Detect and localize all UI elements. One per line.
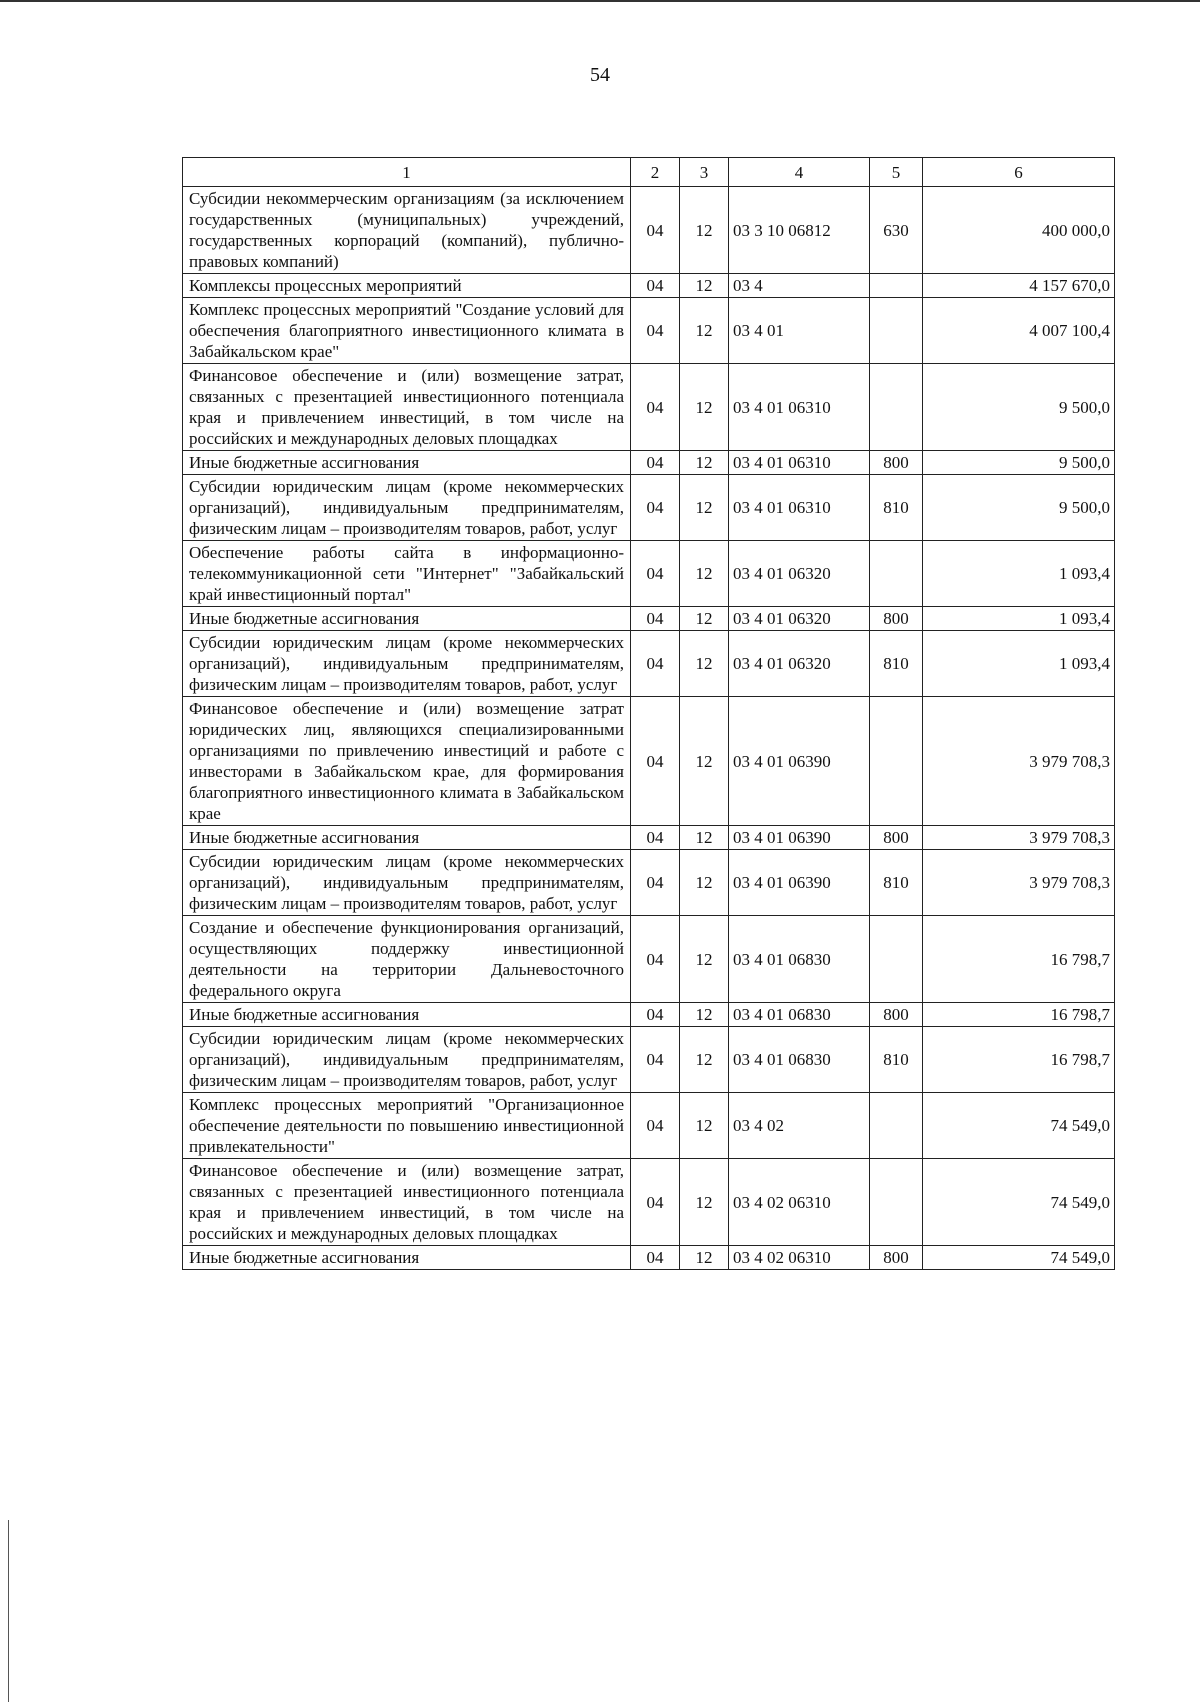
- row-target-article: 03 4 01 06830: [729, 916, 870, 1003]
- row-expense-type: 800: [870, 826, 923, 850]
- row-subsection-code: 12: [680, 1159, 729, 1246]
- row-description: Субсидии некоммерческим организациям (за исключением государственных (муниципальных) учреждений, государственных корпораций (компаний), публично-правовых компаний): [183, 187, 631, 274]
- row-amount: 1 093,4: [923, 607, 1115, 631]
- row-description: Иные бюджетные ассигнования: [183, 826, 631, 850]
- row-expense-type: 810: [870, 1027, 923, 1093]
- row-description: Комплекс процессных мероприятий "Организационное обеспечение деятельности по повышению инвестиционной привлекательности": [183, 1093, 631, 1159]
- table-row: [183, 451, 1115, 475]
- row-amount: 400 000,0: [923, 187, 1115, 274]
- row-expense-type: 810: [870, 631, 923, 697]
- row-subsection-code: 12: [680, 1027, 729, 1093]
- row-amount: 16 798,7: [923, 1003, 1115, 1027]
- row-section-code: 04: [631, 364, 680, 451]
- table-row: [183, 607, 1115, 631]
- row-expense-type: 800: [870, 451, 923, 475]
- page-number: 54: [590, 64, 610, 86]
- row-expense-type: [870, 541, 923, 607]
- row-expense-type: [870, 916, 923, 1003]
- row-section-code: 04: [631, 451, 680, 475]
- row-target-article: 03 4 01 06830: [729, 1003, 870, 1027]
- row-section-code: 04: [631, 916, 680, 1003]
- row-subsection-code: 12: [680, 850, 729, 916]
- row-target-article: 03 4 01 06390: [729, 697, 870, 826]
- row-section-code: 04: [631, 475, 680, 541]
- row-target-article: 03 4 02 06310: [729, 1246, 870, 1270]
- row-subsection-code: 12: [680, 541, 729, 607]
- row-section-code: 04: [631, 274, 680, 298]
- row-description: Субсидии юридическим лицам (кроме некоммерческих организаций), индивидуальным предпринимателям, физическим лицам – производителям товаров, работ, услуг: [183, 631, 631, 697]
- row-amount: 74 549,0: [923, 1093, 1115, 1159]
- table-row: [183, 1003, 1115, 1027]
- column-header-1: 1: [183, 158, 631, 187]
- row-amount: 74 549,0: [923, 1246, 1115, 1270]
- row-description: Финансовое обеспечение и (или) возмещение затрат, связанных с презентацией инвестиционного потенциала края и привлечением инвестиций, в том числе на российских и международных деловых площадках: [183, 1159, 631, 1246]
- row-target-article: 03 4 02: [729, 1093, 870, 1159]
- row-expense-type: 810: [870, 475, 923, 541]
- row-subsection-code: 12: [680, 1246, 729, 1270]
- row-expense-type: [870, 298, 923, 364]
- row-section-code: 04: [631, 1003, 680, 1027]
- row-expense-type: 810: [870, 850, 923, 916]
- row-target-article: 03 4 01 06320: [729, 541, 870, 607]
- table-row: [183, 826, 1115, 850]
- row-amount: 1 093,4: [923, 631, 1115, 697]
- row-amount: 9 500,0: [923, 364, 1115, 451]
- row-description: Иные бюджетные ассигнования: [183, 1246, 631, 1270]
- table-row: [183, 187, 1115, 274]
- row-subsection-code: 12: [680, 451, 729, 475]
- table-row: [183, 850, 1115, 916]
- row-description: Иные бюджетные ассигнования: [183, 1003, 631, 1027]
- row-expense-type: [870, 364, 923, 451]
- table-row: [183, 475, 1115, 541]
- row-section-code: 04: [631, 187, 680, 274]
- row-subsection-code: 12: [680, 1003, 729, 1027]
- column-header-3: 3: [680, 158, 729, 187]
- row-description: Иные бюджетные ассигнования: [183, 451, 631, 475]
- row-target-article: 03 4 01 06320: [729, 607, 870, 631]
- row-amount: 74 549,0: [923, 1159, 1115, 1246]
- row-description: Комплекс процессных мероприятий "Создание условий для обеспечения благоприятного инвестиционного климата в Забайкальском крае": [183, 298, 631, 364]
- row-target-article: 03 4 01 06390: [729, 850, 870, 916]
- row-subsection-code: 12: [680, 631, 729, 697]
- table-row: [183, 1246, 1115, 1270]
- column-header-5: 5: [870, 158, 923, 187]
- row-subsection-code: 12: [680, 364, 729, 451]
- row-subsection-code: 12: [680, 826, 729, 850]
- row-section-code: 04: [631, 1246, 680, 1270]
- row-amount: 9 500,0: [923, 451, 1115, 475]
- table-row: [183, 1093, 1115, 1159]
- row-target-article: 03 3 10 06812: [729, 187, 870, 274]
- row-amount: 16 798,7: [923, 916, 1115, 1003]
- row-description: Субсидии юридическим лицам (кроме некоммерческих организаций), индивидуальным предпринимателям, физическим лицам – производителям товаров, работ, услуг: [183, 850, 631, 916]
- table-row: [183, 916, 1115, 1003]
- row-target-article: 03 4 01 06310: [729, 364, 870, 451]
- row-amount: 3 979 708,3: [923, 826, 1115, 850]
- row-section-code: 04: [631, 850, 680, 916]
- row-expense-type: [870, 1093, 923, 1159]
- column-header-4: 4: [729, 158, 870, 187]
- table-row: [183, 697, 1115, 826]
- row-amount: 3 979 708,3: [923, 850, 1115, 916]
- row-subsection-code: 12: [680, 1093, 729, 1159]
- row-amount: 1 093,4: [923, 541, 1115, 607]
- table-row: [183, 364, 1115, 451]
- row-section-code: 04: [631, 607, 680, 631]
- row-section-code: 04: [631, 631, 680, 697]
- row-section-code: 04: [631, 1093, 680, 1159]
- row-description: Обеспечение работы сайта в информационно-телекоммуникационной сети "Интернет" "Забайкальский край инвестиционный портал": [183, 541, 631, 607]
- row-target-article: 03 4 01 06310: [729, 475, 870, 541]
- row-description: Комплексы процессных мероприятий: [183, 274, 631, 298]
- row-expense-type: [870, 274, 923, 298]
- scan-margin-line: [8, 1520, 9, 1702]
- row-section-code: 04: [631, 1027, 680, 1093]
- column-header-2: 2: [631, 158, 680, 187]
- row-subsection-code: 12: [680, 916, 729, 1003]
- table-row: [183, 631, 1115, 697]
- row-subsection-code: 12: [680, 607, 729, 631]
- page-top-edge: [0, 0, 1200, 2]
- row-target-article: 03 4 01 06320: [729, 631, 870, 697]
- row-amount: 4 007 100,4: [923, 298, 1115, 364]
- row-section-code: 04: [631, 826, 680, 850]
- row-description: Создание и обеспечение функционирования организаций, осуществляющих поддержку инвестиционной деятельности на территории Дальневосточного федерального округа: [183, 916, 631, 1003]
- row-amount: 9 500,0: [923, 475, 1115, 541]
- table-row: [183, 274, 1115, 298]
- row-description: Иные бюджетные ассигнования: [183, 607, 631, 631]
- row-target-article: 03 4 01: [729, 298, 870, 364]
- table-header-row: [183, 158, 1115, 187]
- row-target-article: 03 4 01 06310: [729, 451, 870, 475]
- table-row: [183, 541, 1115, 607]
- row-subsection-code: 12: [680, 274, 729, 298]
- table-row: [183, 298, 1115, 364]
- row-subsection-code: 12: [680, 298, 729, 364]
- row-expense-type: [870, 1159, 923, 1246]
- row-target-article: 03 4 01 06830: [729, 1027, 870, 1093]
- row-target-article: 03 4 02 06310: [729, 1159, 870, 1246]
- row-section-code: 04: [631, 1159, 680, 1246]
- row-amount: 3 979 708,3: [923, 697, 1115, 826]
- row-subsection-code: 12: [680, 187, 729, 274]
- table-row: [183, 1159, 1115, 1246]
- row-description: Финансовое обеспечение и (или) возмещение затрат, связанных с презентацией инвестиционного потенциала края и привлечением инвестиций, в том числе на российских и международных деловых площадках: [183, 364, 631, 451]
- row-section-code: 04: [631, 298, 680, 364]
- row-expense-type: 800: [870, 1003, 923, 1027]
- column-header-6: 6: [923, 158, 1115, 187]
- row-section-code: 04: [631, 697, 680, 826]
- row-target-article: 03 4 01 06390: [729, 826, 870, 850]
- row-description: Субсидии юридическим лицам (кроме некоммерческих организаций), индивидуальным предпринимателям, физическим лицам – производителям товаров, работ, услуг: [183, 475, 631, 541]
- row-expense-type: 800: [870, 607, 923, 631]
- row-expense-type: 800: [870, 1246, 923, 1270]
- row-expense-type: [870, 697, 923, 826]
- row-amount: 16 798,7: [923, 1027, 1115, 1093]
- row-target-article: 03 4: [729, 274, 870, 298]
- row-expense-type: 630: [870, 187, 923, 274]
- budget-table: [182, 157, 1115, 1270]
- row-subsection-code: 12: [680, 475, 729, 541]
- row-amount: 4 157 670,0: [923, 274, 1115, 298]
- table-body: [183, 158, 1115, 1270]
- row-subsection-code: 12: [680, 697, 729, 826]
- row-section-code: 04: [631, 541, 680, 607]
- row-description: Финансовое обеспечение и (или) возмещение затрат юридических лиц, являющихся специализированными организациями по привлечению инвестиций и работе с инвесторами в Забайкальском крае, для формирования благоприятного инвестиционного климата в Забайкальском крае: [183, 697, 631, 826]
- table-row: [183, 1027, 1115, 1093]
- row-description: Субсидии юридическим лицам (кроме некоммерческих организаций), индивидуальным предпринимателям, физическим лицам – производителям товаров, работ, услуг: [183, 1027, 631, 1093]
